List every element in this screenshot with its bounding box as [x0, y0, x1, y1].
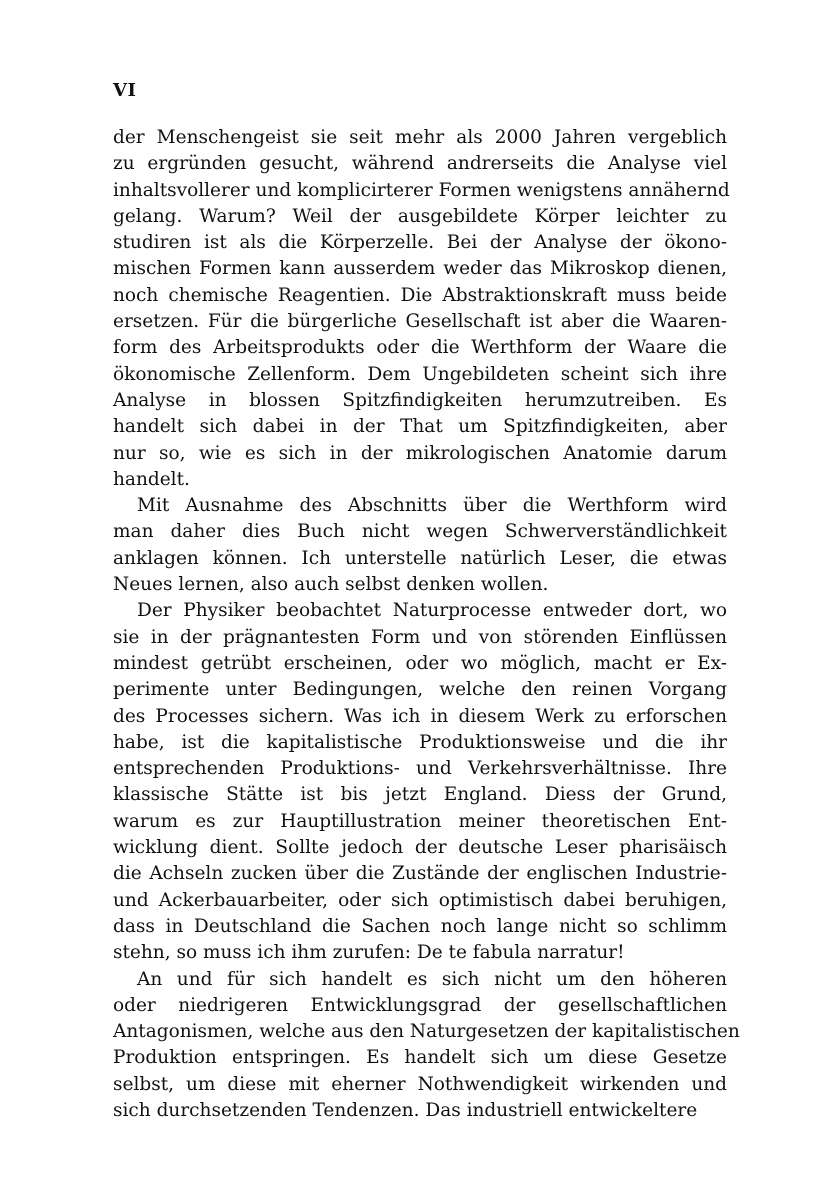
- text-line: Analyse in blossen Spitzfindigkeiten herumzutreiben. Es: [113, 389, 727, 411]
- text-line: studiren ist als die Körperzelle. Bei der Analyse der ökono-: [113, 232, 727, 254]
- text-line: form des Arbeitsprodukts oder die Werthform der Waare die: [113, 337, 727, 359]
- text-line: entsprechenden Produktions- und Verkehrsverhältnisse. Ihre: [113, 758, 727, 780]
- paragraph-1: [113, 125, 730, 493]
- text-line: Antagonismen, welche aus den Naturgesetzen der kapitalistischen: [113, 1021, 740, 1043]
- page-text-body: [113, 125, 740, 1124]
- text-line: nur so, wie es sich in der mikrologischen Anatomie darum: [113, 442, 727, 464]
- text-line: Produktion entspringen. Es handelt sich um diese Gesetze: [113, 1047, 727, 1069]
- text-line: dass in Deutschland die Sachen noch lange nicht so schlimm: [113, 915, 727, 937]
- text-line: sich durchsetzenden Tendenzen. Das industriell entwickeltere: [113, 1099, 698, 1121]
- text-line: des Processes sichern. Was ich in diesem Werk zu erforschen: [113, 705, 727, 727]
- paragraph-3: [113, 598, 727, 966]
- paragraph-4: [113, 967, 740, 1125]
- text-line: klassische Stätte ist bis jetzt England. Diess der Grund,: [113, 784, 727, 806]
- text-line: warum es zur Hauptillustration meiner theoretischen Ent-: [113, 810, 727, 832]
- text-line: ökonomische Zellenform. Dem Ungebildeten scheint sich ihre: [113, 363, 727, 385]
- paragraph-2: [113, 493, 727, 598]
- text-line: An und für sich handelt es sich nicht um den höheren: [137, 968, 727, 990]
- text-line: mindest getrübt erscheinen, oder wo möglich, macht er Ex-: [113, 652, 727, 674]
- text-line: und Ackerbauarbeiter, oder sich optimistisch dabei beruhigen,: [113, 889, 727, 911]
- text-line: stehn, so muss ich ihm zurufen: De te fabula narratur!: [113, 942, 625, 964]
- text-line: die Achseln zucken über die Zustände der englischen Industrie-: [113, 863, 727, 885]
- text-line: Mit Ausnahme des Abschnitts über die Werthform wird: [137, 495, 727, 517]
- text-line: Der Physiker beobachtet Naturprocesse entweder dort, wo: [137, 600, 727, 622]
- text-line: perimente unter Bedingungen, welche den reinen Vorgang: [113, 679, 727, 701]
- text-line: der Menschengeist sie seit mehr als 2000 Jahren vergeblich: [113, 127, 727, 148]
- text-line: Neues lernen, also auch selbst denken wollen.: [113, 574, 549, 596]
- text-line: inhaltsvollerer und komplicirterer Formen wenigstens annähernd: [113, 179, 730, 201]
- text-line: habe, ist die kapitalistische Produktionsweise und die ihr: [113, 731, 727, 753]
- text-line: oder niedrigeren Entwicklungsgrad der gesellschaftlichen: [113, 994, 727, 1016]
- text-line: mischen Formen kann ausserdem weder das Mikroskop dienen,: [113, 258, 727, 280]
- text-line: ersetzen. Für die bürgerliche Gesellschaft ist aber die Waaren-: [113, 311, 727, 333]
- text-line: sie in der prägnantesten Form und von störenden Einflüssen: [113, 626, 727, 648]
- text-line: wicklung dient. Sollte jedoch der deutsche Leser pharisäisch: [113, 837, 727, 859]
- text-line: anklagen können. Ich unterstelle natürlich Leser, die etwas: [113, 547, 727, 569]
- text-line: selbst, um diese mit eherner Nothwendigkeit wirkenden und: [113, 1073, 727, 1095]
- text-line: zu ergründen gesucht, während andrerseits die Analyse viel: [113, 153, 727, 175]
- text-line: handelt sich dabei in der That um Spitzfindigkeiten, aber: [113, 416, 727, 438]
- text-line: gelang. Warum? Weil der ausgebildete Körper leichter zu: [113, 205, 727, 227]
- page-number: VI: [113, 80, 137, 101]
- text-line: handelt.: [113, 468, 190, 490]
- text-line: man daher dies Buch nicht wegen Schwerverständlichkeit: [113, 521, 727, 543]
- text-line: noch chemische Reagentien. Die Abstraktionskraft muss beide: [113, 284, 727, 306]
